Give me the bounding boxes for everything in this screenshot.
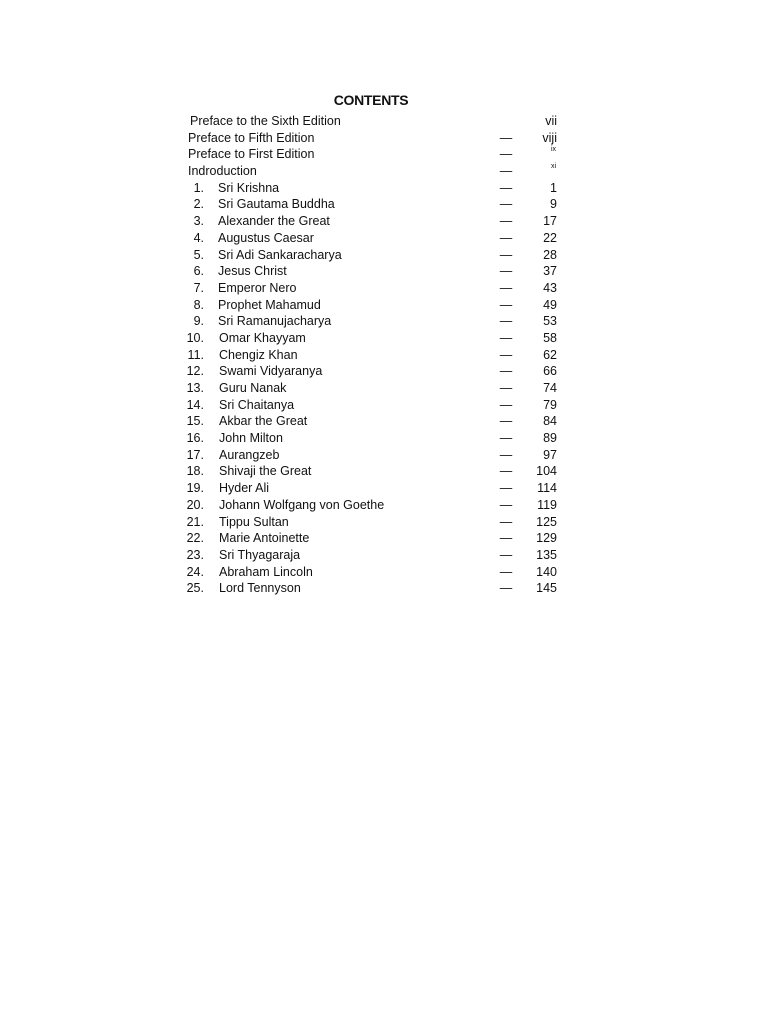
chapter-title: Lord Tennyson	[219, 581, 301, 596]
toc-chapter-row	[0, 497, 768, 514]
chapter-page: 53	[543, 314, 557, 329]
toc-entry-preface-sixth	[0, 113, 768, 130]
chapter-page: 129	[536, 531, 557, 546]
chapter-page: 49	[543, 297, 557, 312]
toc-entry-dash: —	[499, 314, 513, 329]
toc-entry-dash: —	[499, 164, 513, 179]
chapter-page: 104	[536, 464, 557, 479]
chapter-page: 89	[543, 431, 557, 446]
chapter-page: 84	[543, 414, 557, 429]
toc-entry-dash: —	[499, 347, 513, 362]
chapter-title: Hyder Ali	[219, 481, 270, 496]
toc-entry-preface-fifth	[0, 130, 768, 147]
toc-entry-dash: —	[499, 464, 513, 479]
chapter-number: 10.	[186, 330, 204, 345]
toc-chapter-row	[0, 263, 768, 280]
chapter-title: Shivaji the Great	[219, 464, 312, 479]
chapter-number: 8.	[193, 297, 204, 312]
toc-entry-dash: —	[499, 230, 513, 245]
toc-entry-label: Preface to the Sixth Edition	[190, 114, 341, 128]
toc-entry-dash: —	[499, 531, 513, 546]
chapter-title: Sri Ramanujacharya	[218, 314, 332, 329]
toc-chapter-row	[0, 514, 768, 531]
chapter-page: 58	[543, 330, 557, 345]
chapter-number: 17.	[186, 447, 204, 462]
toc-entry-dash: —	[499, 497, 513, 512]
chapter-number: 20.	[186, 497, 204, 512]
chapter-page: 125	[536, 514, 557, 529]
chapter-number: 25.	[186, 581, 204, 596]
chapter-page: 9	[550, 197, 557, 212]
toc-entry-dash: —	[499, 147, 513, 162]
chapter-number: 21.	[186, 514, 204, 529]
toc-chapter-row	[0, 330, 768, 347]
chapter-page: 140	[536, 564, 557, 579]
chapter-number: 9.	[193, 314, 204, 329]
chapter-title: Tippu Sultan	[219, 514, 289, 529]
toc-chapter-row	[0, 280, 768, 297]
toc-entry-label: Preface to First Edition	[188, 147, 315, 162]
toc-entry-dash: —	[499, 547, 513, 562]
chapter-title: Swami Vidyaranya	[219, 364, 323, 379]
toc-entry-label: Indroduction	[188, 164, 257, 179]
chapter-number: 5.	[193, 247, 204, 262]
chapter-page: 97	[543, 447, 557, 462]
chapter-number: 2.	[193, 197, 204, 212]
toc-entry-dash: —	[499, 414, 513, 429]
toc-entry-introduction	[0, 163, 768, 180]
chapter-number: 6.	[193, 264, 204, 279]
chapter-title: Guru Nanak	[219, 381, 287, 395]
toc-entry-dash: —	[499, 330, 513, 345]
toc-entry-dash: —	[499, 431, 513, 446]
toc-chapter-row	[0, 397, 768, 414]
chapter-title: Johann Wolfgang von Goethe	[219, 497, 385, 512]
chapter-number: 18.	[186, 464, 204, 479]
chapter-page: 119	[537, 497, 557, 512]
chapter-number: 16.	[186, 431, 204, 446]
chapter-page: 145	[536, 581, 557, 596]
chapter-number: 22.	[186, 531, 204, 546]
chapter-number: 4.	[193, 230, 204, 245]
toc-entry-dash: —	[499, 214, 513, 229]
chapter-number: 1.	[193, 180, 204, 195]
toc-entry-dash: —	[499, 247, 513, 262]
chapter-title: Emperor Nero	[218, 280, 297, 295]
toc-chapter-row	[0, 380, 768, 397]
toc-entry-dash: —	[499, 264, 513, 279]
chapter-number: 13.	[186, 381, 204, 395]
chapter-title: Sri Thyagaraja	[219, 547, 301, 562]
chapter-page: 66	[543, 364, 557, 379]
chapter-number: 7.	[193, 280, 204, 295]
chapter-page: 1	[550, 180, 557, 195]
toc-entry-dash: —	[499, 180, 513, 195]
chapter-title: Sri Krishna	[218, 180, 280, 195]
toc-entry-dash: —	[499, 280, 513, 295]
chapter-page: 17	[543, 214, 557, 229]
toc-entry-dash: —	[499, 364, 513, 379]
toc-entry-dash: —	[499, 197, 513, 212]
chapter-number: 15.	[186, 414, 204, 429]
toc-chapter-row	[0, 447, 768, 464]
chapter-page: 74	[543, 381, 557, 395]
chapter-title: Jesus Christ	[218, 264, 287, 279]
chapter-number: 19.	[186, 481, 204, 496]
toc-entry-label: Preface to Fifth Edition	[188, 130, 315, 145]
chapter-title: Omar Khayyam	[219, 330, 306, 345]
toc-chapter-row	[0, 196, 768, 213]
toc-entry-dash: —	[499, 130, 513, 145]
toc-chapter-row	[0, 363, 768, 380]
chapter-title: Sri Adi Sankaracharya	[218, 247, 342, 262]
chapter-title: Prophet Mahamud	[218, 297, 321, 312]
chapter-title: Sri Gautama Buddha	[218, 197, 335, 212]
toc-entry-page: viji	[542, 130, 557, 145]
toc-entry-dash: —	[499, 564, 513, 579]
chapter-page: 22	[543, 230, 557, 245]
chapter-page: 43	[543, 280, 557, 295]
chapter-page: 79	[543, 397, 557, 412]
toc-chapter-row	[0, 297, 768, 314]
chapter-page: 114	[537, 481, 557, 496]
chapter-title: Akbar the Great	[219, 414, 308, 429]
chapter-page: 62	[543, 347, 557, 362]
chapter-title: Chengiz Khan	[219, 347, 298, 362]
toc-chapter-row	[0, 413, 768, 430]
toc-entry-dash: —	[499, 381, 513, 395]
table-of-contents	[0, 113, 768, 597]
chapter-title: Aurangzeb	[219, 447, 280, 462]
toc-entry-dash: —	[499, 514, 513, 529]
toc-chapter-row	[0, 580, 768, 597]
chapter-number: 11.	[187, 347, 204, 362]
toc-entry-dash: —	[499, 581, 513, 596]
toc-chapter-row	[0, 463, 768, 480]
toc-chapter-row	[0, 247, 768, 264]
toc-chapter-row	[0, 313, 768, 330]
chapter-number: 14.	[186, 397, 204, 412]
chapter-title: Alexander the Great	[218, 214, 330, 229]
chapter-title: Abraham Lincoln	[219, 564, 313, 579]
toc-entry-page: vii	[545, 114, 557, 128]
toc-chapter-row	[0, 547, 768, 564]
chapter-number: 3.	[193, 214, 204, 229]
chapter-page: 135	[536, 547, 557, 562]
toc-chapter-row	[0, 530, 768, 547]
toc-entry-page: xi	[550, 163, 556, 171]
toc-entry-dash: —	[499, 481, 513, 496]
chapter-page: 37	[543, 264, 557, 279]
toc-chapter-row	[0, 564, 768, 581]
toc-entry-preface-first	[0, 146, 768, 163]
chapter-page: 28	[543, 247, 557, 262]
toc-chapter-row	[0, 230, 768, 247]
chapter-number: 12.	[186, 364, 204, 379]
contents-title: CONTENTS	[333, 92, 409, 108]
toc-chapter-row	[0, 347, 768, 364]
toc-chapter-row	[0, 213, 768, 230]
toc-entry-dash: —	[499, 297, 513, 312]
toc-chapter-row	[0, 430, 768, 447]
toc-entry-page: ix	[550, 146, 556, 154]
toc-entry-dash: —	[499, 397, 513, 412]
chapter-title: Sri Chaitanya	[219, 397, 295, 412]
chapter-title: Marie Antoinette	[219, 531, 310, 546]
toc-chapter-row	[0, 180, 768, 197]
chapter-number: 24.	[186, 564, 204, 579]
toc-chapter-row	[0, 480, 768, 497]
chapter-title: Augustus Caesar	[218, 230, 314, 245]
chapter-number: 23.	[186, 547, 204, 562]
toc-entry-dash: —	[499, 447, 513, 462]
chapter-title: John Milton	[219, 431, 283, 446]
